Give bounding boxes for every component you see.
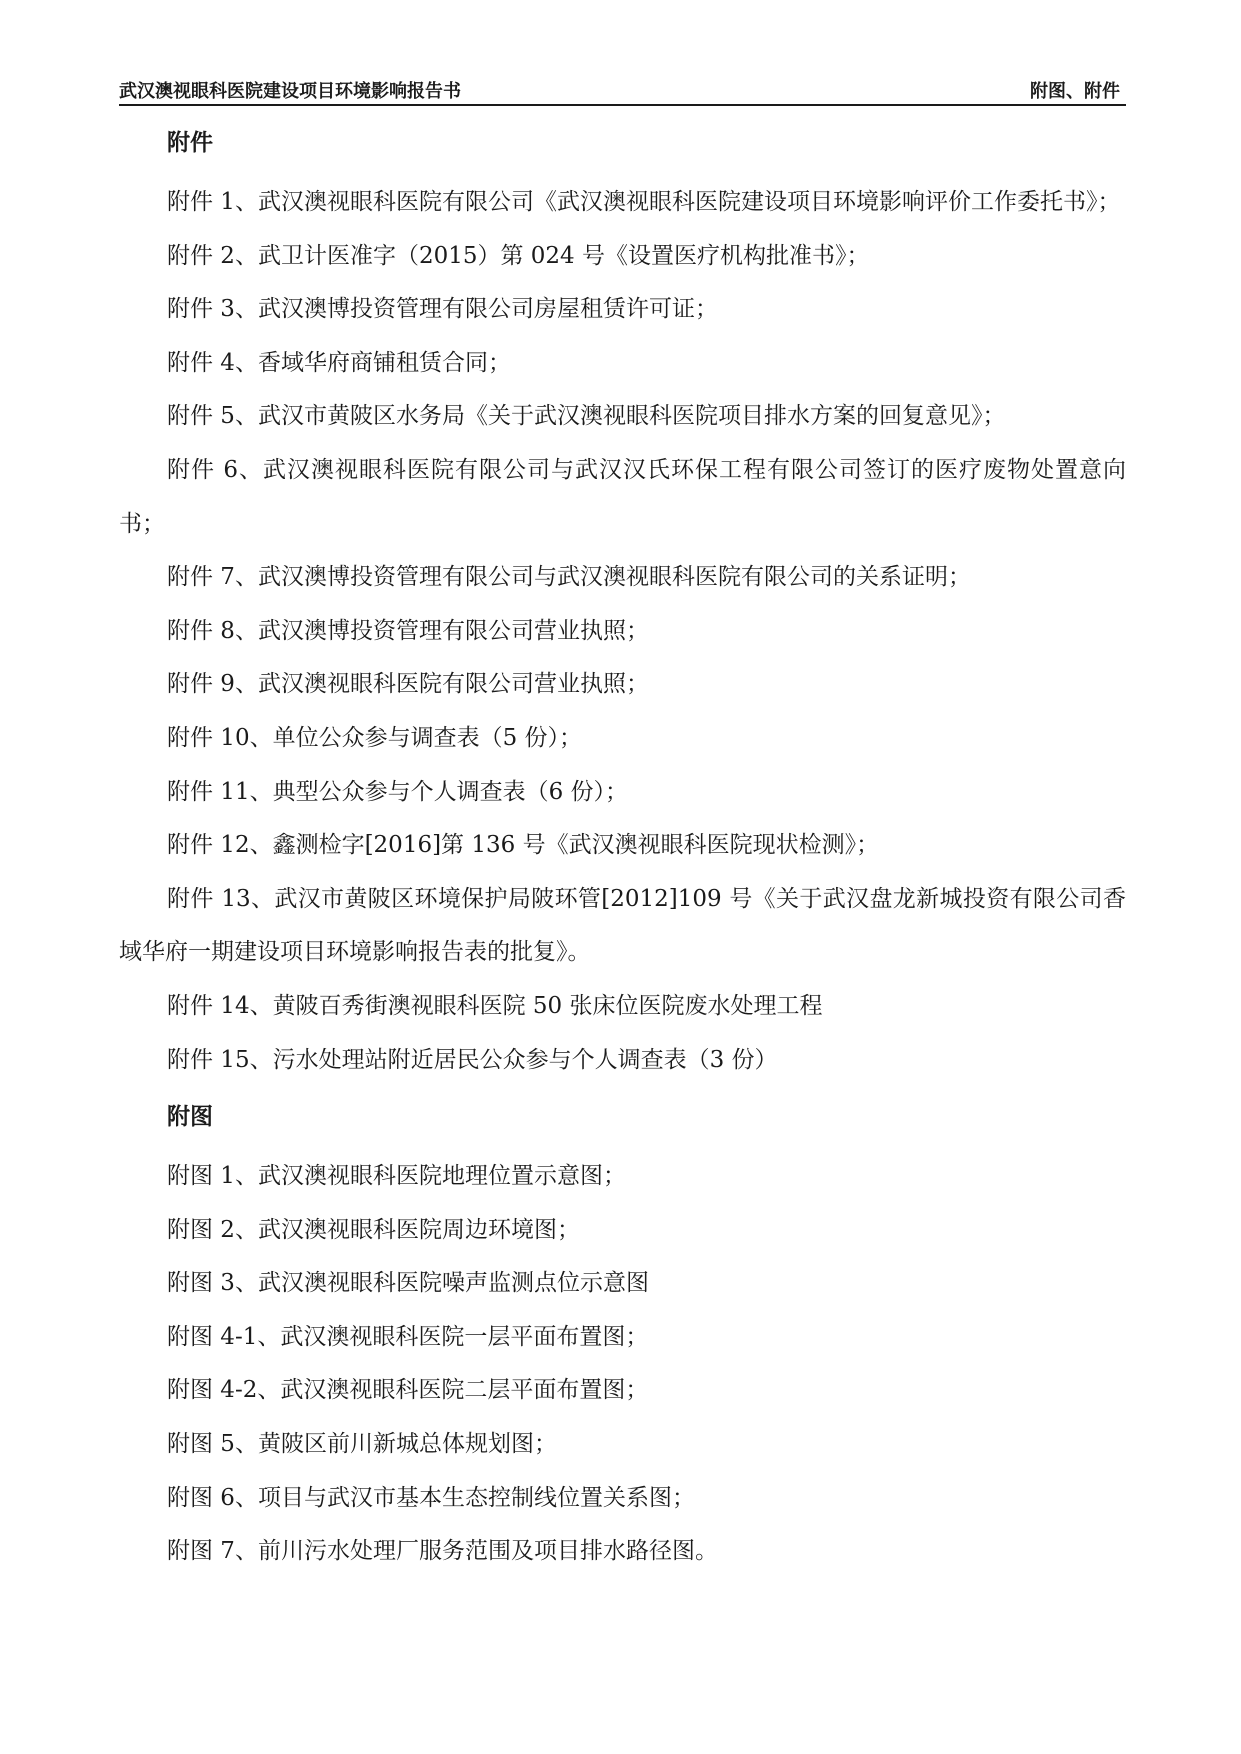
figure-item: 附图 7、前川污水处理厂服务范围及项目排水路径图。 [167, 1538, 718, 1565]
attachment-item: 附件 13、武汉市黄陂区环境保护局陂环管[2012]109 号《关于武汉盘龙新城投资有限公司香域华府一期建设项目环境影响报告表的批复》。 [119, 885, 1126, 966]
attachment-item: 附件 15、污水处理站附近居民公众参与个人调查表（3 份） [167, 1046, 778, 1073]
figure-item: 附图 6、项目与武汉市基本生态控制线位置关系图； [167, 1484, 695, 1511]
figures-list [119, 1150, 1126, 1579]
attachment-item: 附件 8、武汉澳博投资管理有限公司营业执照； [167, 617, 649, 644]
figure-item: 附图 4-2、武汉澳视眼科医院二层平面布置图； [167, 1377, 649, 1404]
attachment-item: 附件 9、武汉澳视眼科医院有限公司营业执照； [167, 671, 649, 698]
figure-item: 附图 3、武汉澳视眼科医院噪声监测点位示意图 [167, 1270, 649, 1297]
figure-item: 附图 5、黄陂区前川新城总体规划图； [167, 1431, 557, 1458]
report-title: 武汉澳视眼科医院建设项目环境影响报告书 [119, 81, 461, 102]
figure-item: 附图 1、武汉澳视眼科医院地理位置示意图； [167, 1163, 626, 1190]
section-label: 附图、附件 [1030, 81, 1120, 102]
attachment-item: 附件 7、武汉澳博投资管理有限公司与武汉澳视眼科医院有限公司的关系证明； [167, 564, 971, 591]
attachment-item: 附件 10、单位公众参与调查表（5 份）； [167, 724, 583, 751]
attachment-item: 附件 12、鑫测检字[2016]第 136 号《武汉澳视眼科医院现状检测》； [167, 832, 880, 859]
attachment-item: 附件 14、黄陂百秀街澳视眼科医院 50 张床位医院废水处理工程 [167, 992, 823, 1019]
attachments-heading: 附件 [167, 129, 213, 156]
attachment-item: 附件 6、武汉澳视眼科医院有限公司与武汉汉氏环保工程有限公司签订的医疗废物处置意向书； [119, 456, 1126, 537]
attachment-item: 附件 5、武汉市黄陂区水务局《关于武汉澳视眼科医院项目排水方案的回复意见》； [167, 403, 1006, 430]
attachment-item: 附件 2、武卫计医准字（2015）第 024 号《设置医疗机构批准书》； [167, 242, 870, 269]
figure-item: 附图 2、武汉澳视眼科医院周边环境图； [167, 1216, 580, 1243]
attachment-item: 附件 4、香域华府商铺租赁合同； [167, 349, 511, 376]
attachment-item: 附件 3、武汉澳博投资管理有限公司房屋租赁许可证； [167, 296, 718, 323]
figures-heading: 附图 [167, 1103, 213, 1131]
attachment-item: 附件 11、典型公众参与个人调查表（6 份）； [167, 778, 629, 805]
page-header [119, 76, 1126, 106]
attachments-list [119, 176, 1126, 1087]
attachment-item: 附件 1、武汉澳视眼科医院有限公司《武汉澳视眼科医院建设项目环境影响评价工作委托书》； [167, 189, 1121, 215]
figure-item: 附图 4-1、武汉澳视眼科医院一层平面布置图； [167, 1323, 649, 1350]
document-body [119, 123, 1126, 1579]
